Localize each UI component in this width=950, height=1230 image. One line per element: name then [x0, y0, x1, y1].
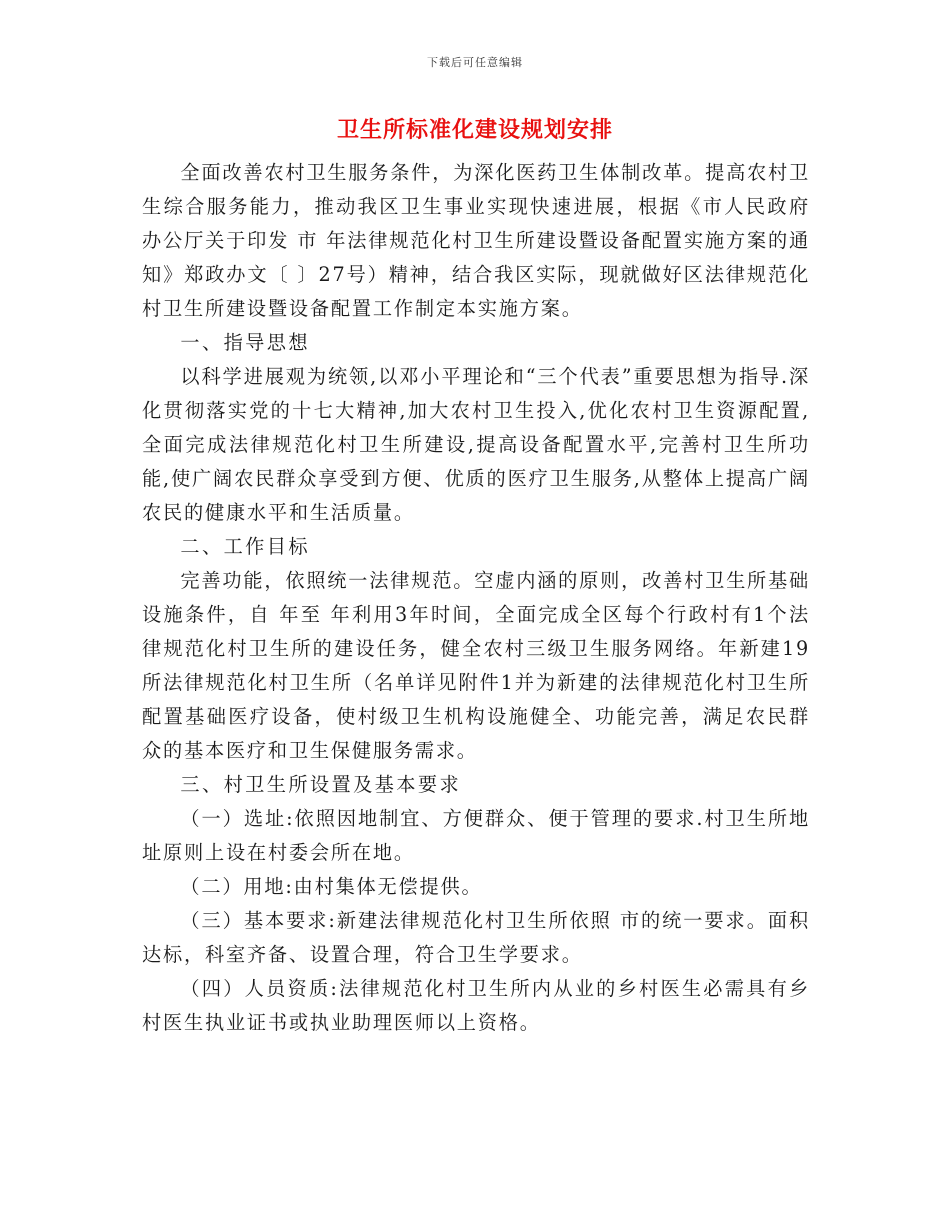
- requirement-site-selection: （一）选址:依照因地制宜、方便群众、便于管理的要求.村卫生所地址原则上设在村委会所在地。: [142, 807, 810, 864]
- header-note: 下载后可任意编辑: [427, 56, 523, 69]
- document-body: [142, 156, 810, 1040]
- document-title: 卫生所标准化建设规划安排: [336, 118, 613, 143]
- requirement-land-use: （二）用地:由村集体无偿提供。: [180, 875, 483, 898]
- section-heading-work-goals: 二、工作目标: [180, 535, 310, 558]
- section-heading-guiding-ideology: 一、指导思想: [180, 331, 310, 354]
- requirement-personnel: （四）人员资质:法律规范化村卫生所内从业的乡村医生必需具有乡村医生执业证书或执业助理医师以上资格。: [142, 977, 810, 1034]
- section-heading-requirements: 三、村卫生所设置及基本要求: [180, 773, 462, 796]
- work-goals-paragraph: 完善功能，依照统一法律规范。空虚内涵的原则，改善村卫生所基础设施条件，自 年至 年利用3年时间，全面完成全区每个行政村有1个法律规范化村卫生所的建设任务，健全农村三级卫生服务网络。年新建19所法律规范化村卫生所（名单详见附件1并为新建的法律规范化村卫生所配置基础医疗设备，使村级卫生机构设施健全、功能完善，满足农民群众的基本医疗和卫生保健服务需求。: [142, 569, 811, 762]
- intro-paragraph: 全面改善农村卫生服务条件，为深化医药卫生体制改革。提高农村卫生综合服务能力，推动我区卫生事业实现快速进展，根据《市人民政府办公厅关于印发 市 年法律规范化村卫生所建设暨设备配置实施方案的通知》郑政办文〔 〕27号）精神，结合我区实际，现就做好区法律规范化村卫生所建设暨设备配置工作制定本实施方案。: [142, 161, 811, 320]
- requirement-basic: （三）基本要求:新建法律规范化村卫生所依照 市的统一要求。面积达标，科室齐备、设置合理，符合卫生学要求。: [142, 909, 810, 966]
- guiding-ideology-paragraph: 以科学进展观为统领,以邓小平理论和“三个代表”重要思想为指导.深化贯彻落实党的十七大精神,加大农村卫生投入,优化农村卫生资源配置,全面完成法律规范化村卫生所建设,提高设备配置水平,完善村卫生所功能,使广阔农民群众享受到方便、优质的医疗卫生服务,从整体上提高广阔农民的健康水平和生活质量。: [142, 365, 810, 524]
